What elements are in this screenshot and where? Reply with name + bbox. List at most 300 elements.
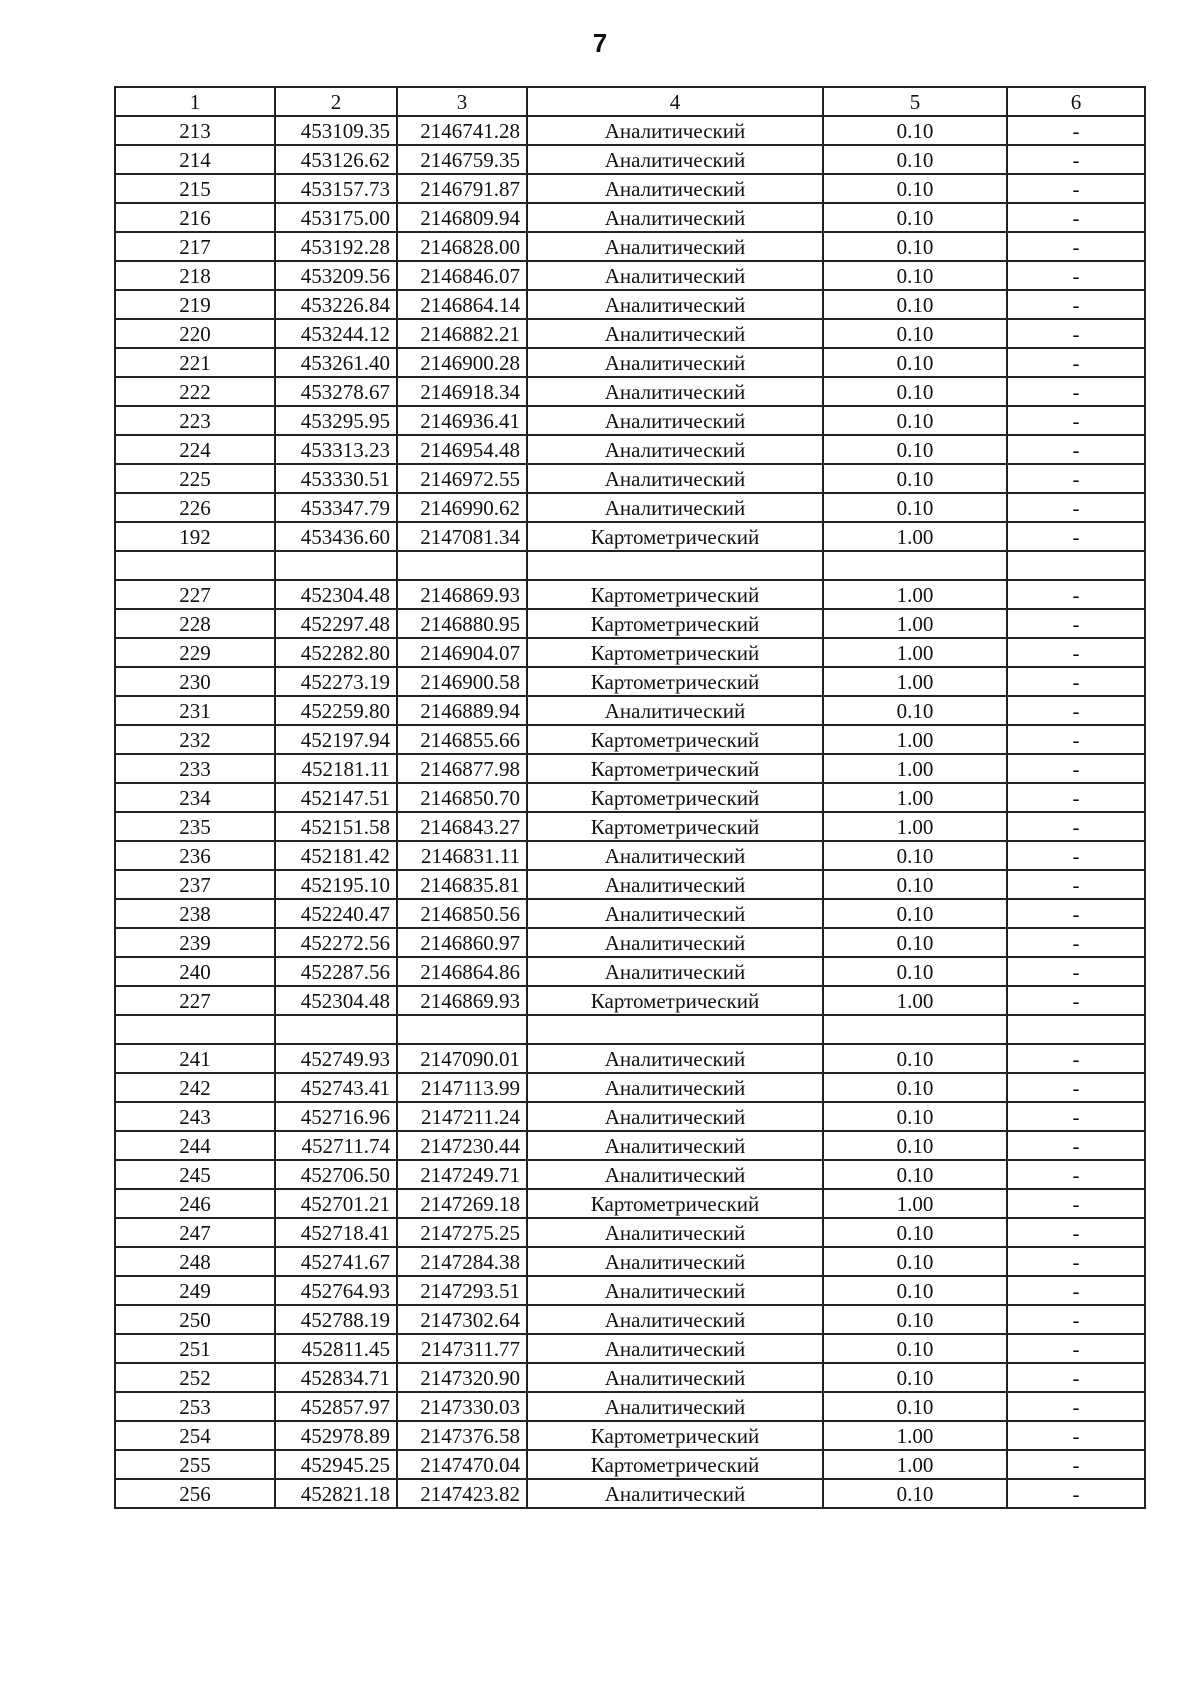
point-number-cell: 250 bbox=[115, 1305, 275, 1334]
y-coordinate-cell: 2146855.66 bbox=[397, 725, 527, 754]
accuracy-cell: 0.10 bbox=[823, 493, 1007, 522]
column-header: 4 bbox=[527, 87, 823, 116]
table-separator-row bbox=[115, 551, 1145, 580]
point-number-cell: 229 bbox=[115, 638, 275, 667]
table-row bbox=[115, 435, 1145, 464]
accuracy-cell: 0.10 bbox=[823, 1160, 1007, 1189]
method-cell: Аналитический bbox=[527, 232, 823, 261]
accuracy-cell: 0.10 bbox=[823, 377, 1007, 406]
table-row bbox=[115, 464, 1145, 493]
table-row bbox=[115, 1392, 1145, 1421]
table-row bbox=[115, 667, 1145, 696]
x-coordinate-cell: 453347.79 bbox=[275, 493, 397, 522]
point-number-cell: 249 bbox=[115, 1276, 275, 1305]
note-cell: - bbox=[1007, 290, 1145, 319]
method-cell: Аналитический bbox=[527, 319, 823, 348]
y-coordinate-cell: 2147249.71 bbox=[397, 1160, 527, 1189]
method-cell: Аналитический bbox=[527, 1073, 823, 1102]
point-number-cell: 221 bbox=[115, 348, 275, 377]
y-coordinate-cell: 2147275.25 bbox=[397, 1218, 527, 1247]
point-number-cell: 246 bbox=[115, 1189, 275, 1218]
x-coordinate-cell: 452821.18 bbox=[275, 1479, 397, 1508]
method-cell: Аналитический bbox=[527, 1160, 823, 1189]
x-coordinate-cell: 452197.94 bbox=[275, 725, 397, 754]
note-cell: - bbox=[1007, 1102, 1145, 1131]
method-cell: Аналитический bbox=[527, 841, 823, 870]
table-row bbox=[115, 725, 1145, 754]
method-cell: Картометрический bbox=[527, 812, 823, 841]
table-row bbox=[115, 1131, 1145, 1160]
accuracy-cell: 0.10 bbox=[823, 1334, 1007, 1363]
point-number-cell: 222 bbox=[115, 377, 275, 406]
point-number-cell: 256 bbox=[115, 1479, 275, 1508]
coordinates-table bbox=[114, 86, 1146, 1509]
note-cell: - bbox=[1007, 1160, 1145, 1189]
accuracy-cell: 0.10 bbox=[823, 1392, 1007, 1421]
method-cell: Аналитический bbox=[527, 1218, 823, 1247]
x-coordinate-cell: 452788.19 bbox=[275, 1305, 397, 1334]
table-row bbox=[115, 812, 1145, 841]
accuracy-cell: 1.00 bbox=[823, 1189, 1007, 1218]
note-cell: - bbox=[1007, 1073, 1145, 1102]
accuracy-cell: 1.00 bbox=[823, 580, 1007, 609]
table-row bbox=[115, 1247, 1145, 1276]
y-coordinate-cell: 2146869.93 bbox=[397, 580, 527, 609]
accuracy-cell: 0.10 bbox=[823, 232, 1007, 261]
note-cell: - bbox=[1007, 1363, 1145, 1392]
point-number-cell: 242 bbox=[115, 1073, 275, 1102]
y-coordinate-cell: 2146850.70 bbox=[397, 783, 527, 812]
table-row bbox=[115, 783, 1145, 812]
table-row bbox=[115, 1102, 1145, 1131]
method-cell: Аналитический bbox=[527, 464, 823, 493]
note-cell: - bbox=[1007, 348, 1145, 377]
table-row bbox=[115, 957, 1145, 986]
method-cell: Аналитический bbox=[527, 290, 823, 319]
note-cell: - bbox=[1007, 1189, 1145, 1218]
x-coordinate-cell: 452181.42 bbox=[275, 841, 397, 870]
x-coordinate-cell bbox=[275, 551, 397, 580]
x-coordinate-cell: 452701.21 bbox=[275, 1189, 397, 1218]
point-number-cell: 215 bbox=[115, 174, 275, 203]
note-cell: - bbox=[1007, 1218, 1145, 1247]
x-coordinate-cell: 453109.35 bbox=[275, 116, 397, 145]
table-row bbox=[115, 638, 1145, 667]
note-cell: - bbox=[1007, 986, 1145, 1015]
accuracy-cell: 1.00 bbox=[823, 609, 1007, 638]
accuracy-cell: 1.00 bbox=[823, 725, 1007, 754]
table-row bbox=[115, 899, 1145, 928]
accuracy-cell bbox=[823, 551, 1007, 580]
x-coordinate-cell: 452718.41 bbox=[275, 1218, 397, 1247]
x-coordinate-cell: 452711.74 bbox=[275, 1131, 397, 1160]
y-coordinate-cell: 2146882.21 bbox=[397, 319, 527, 348]
accuracy-cell: 0.10 bbox=[823, 899, 1007, 928]
method-cell: Аналитический bbox=[527, 1305, 823, 1334]
accuracy-cell: 1.00 bbox=[823, 1421, 1007, 1450]
method-cell: Аналитический bbox=[527, 1334, 823, 1363]
table-row bbox=[115, 493, 1145, 522]
table-row bbox=[115, 116, 1145, 145]
method-cell: Аналитический bbox=[527, 1247, 823, 1276]
point-number-cell: 253 bbox=[115, 1392, 275, 1421]
note-cell: - bbox=[1007, 1276, 1145, 1305]
x-coordinate-cell: 452282.80 bbox=[275, 638, 397, 667]
x-coordinate-cell: 453295.95 bbox=[275, 406, 397, 435]
y-coordinate-cell: 2146864.86 bbox=[397, 957, 527, 986]
x-coordinate-cell: 453192.28 bbox=[275, 232, 397, 261]
point-number-cell: 216 bbox=[115, 203, 275, 232]
x-coordinate-cell: 453157.73 bbox=[275, 174, 397, 203]
y-coordinate-cell: 2146831.11 bbox=[397, 841, 527, 870]
point-number-cell: 217 bbox=[115, 232, 275, 261]
table-row bbox=[115, 754, 1145, 783]
method-cell: Картометрический bbox=[527, 1421, 823, 1450]
point-number-cell: 255 bbox=[115, 1450, 275, 1479]
y-coordinate-cell: 2146900.28 bbox=[397, 348, 527, 377]
x-coordinate-cell: 452764.93 bbox=[275, 1276, 397, 1305]
y-coordinate-cell: 2146843.27 bbox=[397, 812, 527, 841]
accuracy-cell: 1.00 bbox=[823, 522, 1007, 551]
method-cell: Картометрический bbox=[527, 1450, 823, 1479]
table-header-row bbox=[115, 87, 1145, 116]
point-number-cell: 243 bbox=[115, 1102, 275, 1131]
column-header: 3 bbox=[397, 87, 527, 116]
table-row bbox=[115, 1044, 1145, 1073]
y-coordinate-cell: 2146869.93 bbox=[397, 986, 527, 1015]
accuracy-cell: 0.10 bbox=[823, 1044, 1007, 1073]
accuracy-cell: 0.10 bbox=[823, 1131, 1007, 1160]
table-row bbox=[115, 1305, 1145, 1334]
y-coordinate-cell: 2147330.03 bbox=[397, 1392, 527, 1421]
point-number-cell bbox=[115, 551, 275, 580]
y-coordinate-cell: 2147293.51 bbox=[397, 1276, 527, 1305]
x-coordinate-cell: 453175.00 bbox=[275, 203, 397, 232]
x-coordinate-cell: 453436.60 bbox=[275, 522, 397, 551]
note-cell: - bbox=[1007, 1392, 1145, 1421]
x-coordinate-cell: 452834.71 bbox=[275, 1363, 397, 1392]
point-number-cell: 233 bbox=[115, 754, 275, 783]
point-number-cell: 213 bbox=[115, 116, 275, 145]
point-number-cell: 247 bbox=[115, 1218, 275, 1247]
method-cell: Картометрический bbox=[527, 783, 823, 812]
accuracy-cell: 0.10 bbox=[823, 319, 1007, 348]
x-coordinate-cell: 452706.50 bbox=[275, 1160, 397, 1189]
y-coordinate-cell: 2147423.82 bbox=[397, 1479, 527, 1508]
accuracy-cell: 0.10 bbox=[823, 696, 1007, 725]
y-coordinate-cell: 2147302.64 bbox=[397, 1305, 527, 1334]
y-coordinate-cell: 2146918.34 bbox=[397, 377, 527, 406]
note-cell: - bbox=[1007, 899, 1145, 928]
note-cell: - bbox=[1007, 1479, 1145, 1508]
accuracy-cell: 0.10 bbox=[823, 464, 1007, 493]
table-row bbox=[115, 377, 1145, 406]
column-header: 5 bbox=[823, 87, 1007, 116]
y-coordinate-cell: 2146809.94 bbox=[397, 203, 527, 232]
x-coordinate-cell: 452749.93 bbox=[275, 1044, 397, 1073]
y-coordinate-cell: 2146900.58 bbox=[397, 667, 527, 696]
accuracy-cell: 0.10 bbox=[823, 174, 1007, 203]
x-coordinate-cell: 452181.11 bbox=[275, 754, 397, 783]
x-coordinate-cell: 453313.23 bbox=[275, 435, 397, 464]
table-separator-row bbox=[115, 1015, 1145, 1044]
accuracy-cell: 0.10 bbox=[823, 435, 1007, 464]
table-row bbox=[115, 406, 1145, 435]
note-cell: - bbox=[1007, 319, 1145, 348]
method-cell: Аналитический bbox=[527, 261, 823, 290]
y-coordinate-cell: 2146877.98 bbox=[397, 754, 527, 783]
point-number-cell: 228 bbox=[115, 609, 275, 638]
table-row bbox=[115, 174, 1145, 203]
x-coordinate-cell: 452743.41 bbox=[275, 1073, 397, 1102]
note-cell: - bbox=[1007, 812, 1145, 841]
note-cell: - bbox=[1007, 464, 1145, 493]
column-header: 2 bbox=[275, 87, 397, 116]
accuracy-cell: 1.00 bbox=[823, 783, 1007, 812]
x-coordinate-cell: 452147.51 bbox=[275, 783, 397, 812]
point-number-cell: 240 bbox=[115, 957, 275, 986]
table-row bbox=[115, 1479, 1145, 1508]
accuracy-cell: 0.10 bbox=[823, 957, 1007, 986]
note-cell: - bbox=[1007, 638, 1145, 667]
method-cell: Аналитический bbox=[527, 870, 823, 899]
note-cell: - bbox=[1007, 203, 1145, 232]
accuracy-cell: 0.10 bbox=[823, 928, 1007, 957]
table-row bbox=[115, 1160, 1145, 1189]
point-number-cell: 241 bbox=[115, 1044, 275, 1073]
y-coordinate-cell: 2146880.95 bbox=[397, 609, 527, 638]
method-cell: Аналитический bbox=[527, 928, 823, 957]
method-cell: Аналитический bbox=[527, 435, 823, 464]
y-coordinate-cell: 2147211.24 bbox=[397, 1102, 527, 1131]
x-coordinate-cell: 453330.51 bbox=[275, 464, 397, 493]
point-number-cell: 230 bbox=[115, 667, 275, 696]
note-cell: - bbox=[1007, 667, 1145, 696]
accuracy-cell: 0.10 bbox=[823, 261, 1007, 290]
x-coordinate-cell: 452240.47 bbox=[275, 899, 397, 928]
method-cell: Картометрический bbox=[527, 1189, 823, 1218]
accuracy-cell: 0.10 bbox=[823, 841, 1007, 870]
y-coordinate-cell: 2147113.99 bbox=[397, 1073, 527, 1102]
accuracy-cell: 1.00 bbox=[823, 638, 1007, 667]
accuracy-cell: 0.10 bbox=[823, 870, 1007, 899]
x-coordinate-cell: 453278.67 bbox=[275, 377, 397, 406]
table-row bbox=[115, 1450, 1145, 1479]
note-cell: - bbox=[1007, 493, 1145, 522]
table-row bbox=[115, 1363, 1145, 1392]
y-coordinate-cell: 2146759.35 bbox=[397, 145, 527, 174]
y-coordinate-cell: 2147284.38 bbox=[397, 1247, 527, 1276]
point-number-cell: 192 bbox=[115, 522, 275, 551]
point-number-cell: 218 bbox=[115, 261, 275, 290]
note-cell: - bbox=[1007, 261, 1145, 290]
accuracy-cell: 0.10 bbox=[823, 1479, 1007, 1508]
table-row bbox=[115, 1073, 1145, 1102]
y-coordinate-cell: 2146846.07 bbox=[397, 261, 527, 290]
method-cell: Картометрический bbox=[527, 725, 823, 754]
x-coordinate-cell: 453244.12 bbox=[275, 319, 397, 348]
table-row bbox=[115, 1334, 1145, 1363]
y-coordinate-cell: 2146990.62 bbox=[397, 493, 527, 522]
method-cell: Аналитический bbox=[527, 116, 823, 145]
accuracy-cell: 1.00 bbox=[823, 812, 1007, 841]
method-cell: Аналитический bbox=[527, 377, 823, 406]
x-coordinate-cell: 452945.25 bbox=[275, 1450, 397, 1479]
note-cell: - bbox=[1007, 957, 1145, 986]
point-number-cell: 224 bbox=[115, 435, 275, 464]
note-cell: - bbox=[1007, 174, 1145, 203]
table-row bbox=[115, 145, 1145, 174]
method-cell: Аналитический bbox=[527, 145, 823, 174]
point-number-cell: 225 bbox=[115, 464, 275, 493]
page-number: 7 bbox=[592, 28, 608, 58]
table-row bbox=[115, 203, 1145, 232]
x-coordinate-cell: 453209.56 bbox=[275, 261, 397, 290]
note-cell: - bbox=[1007, 377, 1145, 406]
y-coordinate-cell: 2147470.04 bbox=[397, 1450, 527, 1479]
note-cell: - bbox=[1007, 1044, 1145, 1073]
note-cell: - bbox=[1007, 1334, 1145, 1363]
point-number-cell bbox=[115, 1015, 275, 1044]
x-coordinate-cell: 452716.96 bbox=[275, 1102, 397, 1131]
y-coordinate-cell: 2147320.90 bbox=[397, 1363, 527, 1392]
x-coordinate-cell: 452857.97 bbox=[275, 1392, 397, 1421]
x-coordinate-cell: 452259.80 bbox=[275, 696, 397, 725]
method-cell: Картометрический bbox=[527, 609, 823, 638]
method-cell: Аналитический bbox=[527, 406, 823, 435]
method-cell: Аналитический bbox=[527, 1276, 823, 1305]
y-coordinate-cell: 2146828.00 bbox=[397, 232, 527, 261]
note-cell: - bbox=[1007, 870, 1145, 899]
accuracy-cell: 0.10 bbox=[823, 1218, 1007, 1247]
method-cell bbox=[527, 1015, 823, 1044]
x-coordinate-cell: 452304.48 bbox=[275, 580, 397, 609]
note-cell: - bbox=[1007, 1131, 1145, 1160]
y-coordinate-cell: 2146936.41 bbox=[397, 406, 527, 435]
method-cell: Аналитический bbox=[527, 1392, 823, 1421]
point-number-cell: 239 bbox=[115, 928, 275, 957]
y-coordinate-cell: 2147269.18 bbox=[397, 1189, 527, 1218]
accuracy-cell: 1.00 bbox=[823, 754, 1007, 783]
y-coordinate-cell: 2147230.44 bbox=[397, 1131, 527, 1160]
table-row bbox=[115, 522, 1145, 551]
point-number-cell: 235 bbox=[115, 812, 275, 841]
point-number-cell: 236 bbox=[115, 841, 275, 870]
y-coordinate-cell: 2147090.01 bbox=[397, 1044, 527, 1073]
accuracy-cell: 0.10 bbox=[823, 1073, 1007, 1102]
note-cell: - bbox=[1007, 754, 1145, 783]
note-cell: - bbox=[1007, 145, 1145, 174]
point-number-cell: 252 bbox=[115, 1363, 275, 1392]
point-number-cell: 232 bbox=[115, 725, 275, 754]
method-cell: Аналитический bbox=[527, 348, 823, 377]
method-cell: Картометрический bbox=[527, 638, 823, 667]
x-coordinate-cell: 453126.62 bbox=[275, 145, 397, 174]
note-cell: - bbox=[1007, 580, 1145, 609]
accuracy-cell: 0.10 bbox=[823, 116, 1007, 145]
accuracy-cell: 1.00 bbox=[823, 667, 1007, 696]
method-cell: Картометрический bbox=[527, 986, 823, 1015]
x-coordinate-cell: 452287.56 bbox=[275, 957, 397, 986]
y-coordinate-cell: 2147376.58 bbox=[397, 1421, 527, 1450]
method-cell: Аналитический bbox=[527, 1131, 823, 1160]
y-coordinate-cell: 2146860.97 bbox=[397, 928, 527, 957]
accuracy-cell: 0.10 bbox=[823, 290, 1007, 319]
method-cell: Картометрический bbox=[527, 580, 823, 609]
y-coordinate-cell: 2146741.28 bbox=[397, 116, 527, 145]
table-row bbox=[115, 1276, 1145, 1305]
point-number-cell: 251 bbox=[115, 1334, 275, 1363]
table-row bbox=[115, 1421, 1145, 1450]
table-row bbox=[115, 609, 1145, 638]
x-coordinate-cell: 452297.48 bbox=[275, 609, 397, 638]
point-number-cell: 238 bbox=[115, 899, 275, 928]
method-cell: Картометрический bbox=[527, 667, 823, 696]
x-coordinate-cell: 452195.10 bbox=[275, 870, 397, 899]
accuracy-cell bbox=[823, 1015, 1007, 1044]
point-number-cell: 226 bbox=[115, 493, 275, 522]
method-cell: Аналитический bbox=[527, 493, 823, 522]
point-number-cell: 214 bbox=[115, 145, 275, 174]
y-coordinate-cell: 2146864.14 bbox=[397, 290, 527, 319]
method-cell: Аналитический bbox=[527, 696, 823, 725]
point-number-cell: 254 bbox=[115, 1421, 275, 1450]
x-coordinate-cell bbox=[275, 1015, 397, 1044]
note-cell: - bbox=[1007, 1247, 1145, 1276]
note-cell: - bbox=[1007, 1421, 1145, 1450]
table-row bbox=[115, 580, 1145, 609]
x-coordinate-cell: 452273.19 bbox=[275, 667, 397, 696]
x-coordinate-cell: 452811.45 bbox=[275, 1334, 397, 1363]
point-number-cell: 223 bbox=[115, 406, 275, 435]
accuracy-cell: 0.10 bbox=[823, 145, 1007, 174]
y-coordinate-cell: 2146791.87 bbox=[397, 174, 527, 203]
note-cell: - bbox=[1007, 406, 1145, 435]
accuracy-cell: 0.10 bbox=[823, 1305, 1007, 1334]
method-cell bbox=[527, 551, 823, 580]
note-cell: - bbox=[1007, 928, 1145, 957]
point-number-cell: 248 bbox=[115, 1247, 275, 1276]
accuracy-cell: 0.10 bbox=[823, 1247, 1007, 1276]
table-row bbox=[115, 319, 1145, 348]
method-cell: Картометрический bbox=[527, 754, 823, 783]
x-coordinate-cell: 452304.48 bbox=[275, 986, 397, 1015]
accuracy-cell: 0.10 bbox=[823, 406, 1007, 435]
note-cell: - bbox=[1007, 609, 1145, 638]
table-row bbox=[115, 928, 1145, 957]
note-cell: - bbox=[1007, 783, 1145, 812]
column-header: 6 bbox=[1007, 87, 1145, 116]
point-number-cell: 219 bbox=[115, 290, 275, 319]
method-cell: Аналитический bbox=[527, 957, 823, 986]
note-cell: - bbox=[1007, 232, 1145, 261]
x-coordinate-cell: 452151.58 bbox=[275, 812, 397, 841]
x-coordinate-cell: 452741.67 bbox=[275, 1247, 397, 1276]
point-number-cell: 245 bbox=[115, 1160, 275, 1189]
accuracy-cell: 0.10 bbox=[823, 1102, 1007, 1131]
table-row bbox=[115, 986, 1145, 1015]
note-cell bbox=[1007, 551, 1145, 580]
y-coordinate-cell: 2146850.56 bbox=[397, 899, 527, 928]
point-number-cell: 220 bbox=[115, 319, 275, 348]
note-cell: - bbox=[1007, 841, 1145, 870]
y-coordinate-cell bbox=[397, 1015, 527, 1044]
table-row bbox=[115, 232, 1145, 261]
note-cell: - bbox=[1007, 435, 1145, 464]
y-coordinate-cell: 2146972.55 bbox=[397, 464, 527, 493]
table-row bbox=[115, 841, 1145, 870]
method-cell: Аналитический bbox=[527, 1044, 823, 1073]
